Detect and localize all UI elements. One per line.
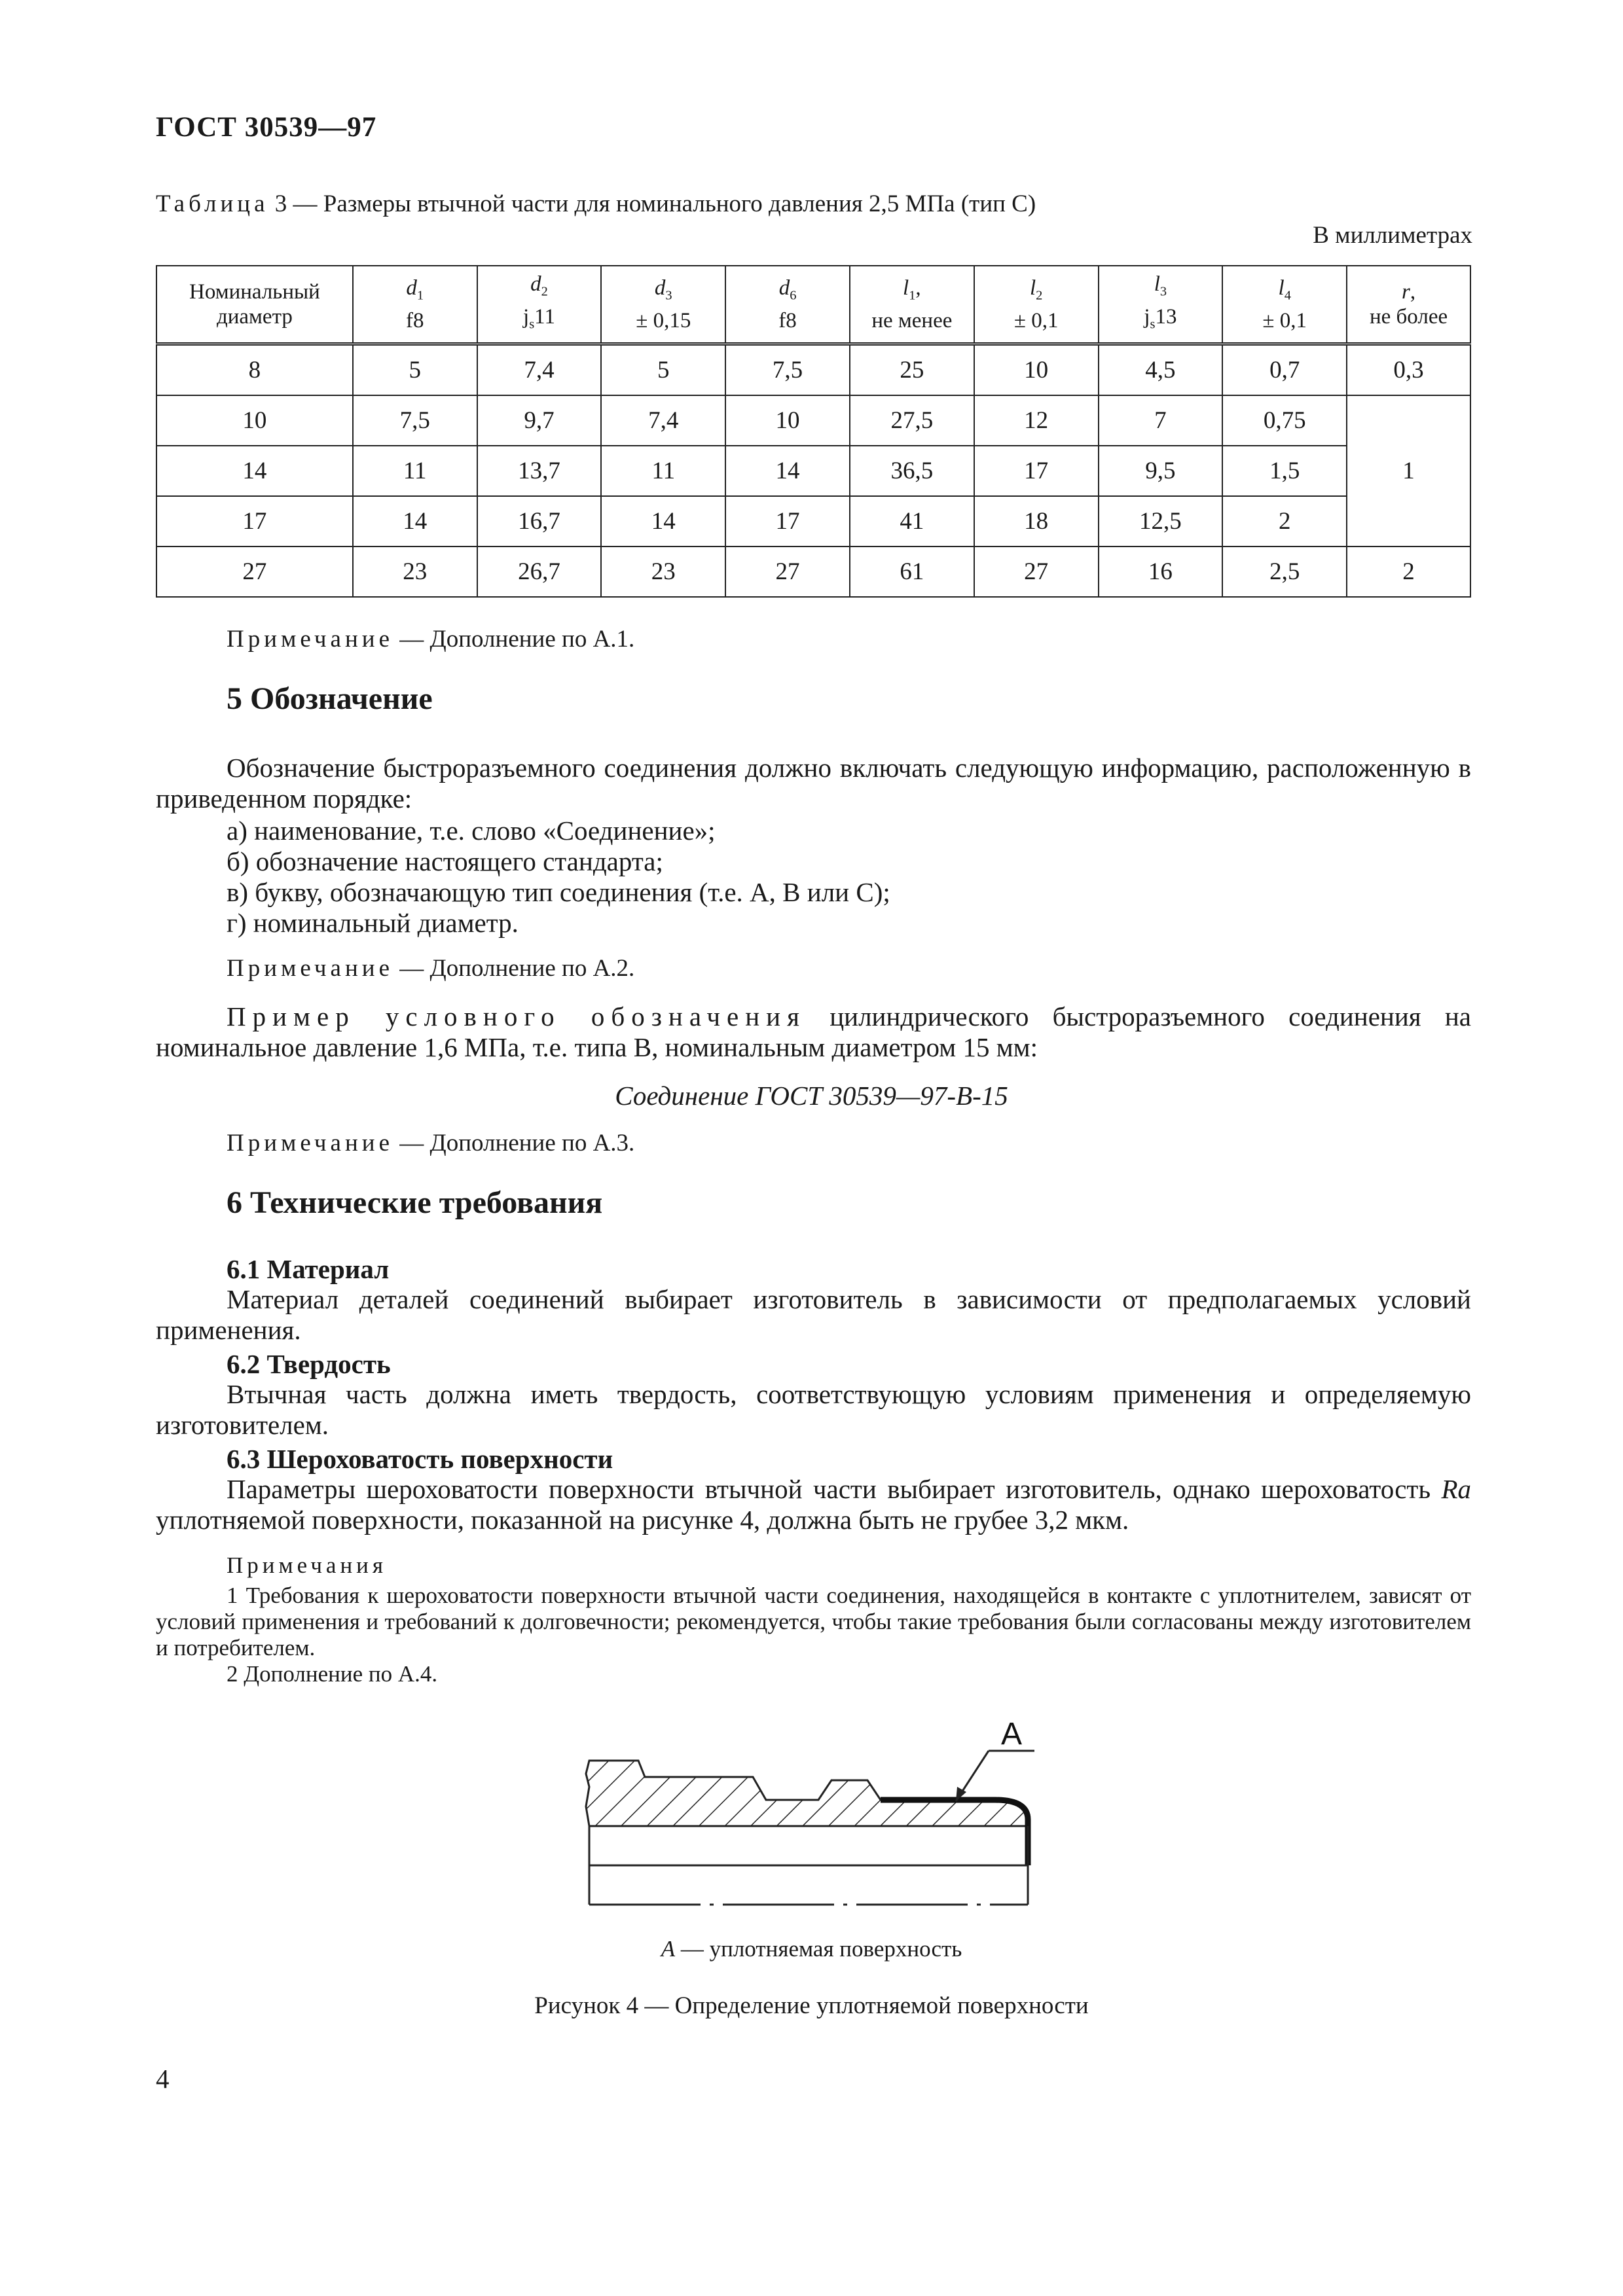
table-cell: 26,7 — [477, 547, 602, 597]
table-cell: 10 — [974, 344, 1099, 396]
col-header-nominal-diameter: Номинальный диаметр — [156, 266, 353, 344]
list-item: в) букву, обозначающую тип соединения (т.е. А, В или С); — [227, 877, 890, 907]
section-6-notes-label: Примечания — [227, 1552, 388, 1578]
figure-4-legend: А — уплотняемая поверхность — [661, 1936, 962, 1962]
table-cell: 5 — [601, 344, 725, 396]
table-note: Примечание — Дополнение по А.1. — [227, 626, 635, 653]
table-cell: 0,75 — [1222, 395, 1347, 446]
table-cell: 2 — [1222, 496, 1347, 547]
table-cell: 7,5 — [353, 395, 477, 446]
col-header-l1: $l_1$, не менее — [850, 266, 974, 344]
table-cell: 1,5 — [1222, 446, 1347, 496]
section-5-note-1: Примечание — Дополнение по А.2. — [227, 955, 635, 982]
section-6-note-2: 2 Дополнение по А.4. — [227, 1661, 438, 1687]
table-cell: 23 — [353, 547, 477, 597]
table-cell: 16,7 — [477, 496, 602, 547]
subsection-6-2-text: Втычная часть должна иметь твердость, соответствующую условиям применения и определяемую изготовителем. — [156, 1379, 1471, 1440]
table-cell-merged: 1 — [1347, 395, 1470, 547]
table-units: В миллиметрах — [1313, 222, 1472, 249]
table-cell: 25 — [850, 344, 974, 396]
table-cell: 16 — [1099, 547, 1223, 597]
section-5-title: 5 Обозначение — [227, 681, 433, 716]
table-cell: 36,5 — [850, 446, 974, 496]
subsection-6-3-text: Параметры шероховатости поверхности втычной части выбирает изготовитель, однако шероховатость Ra уплотняемой поверхности, показанной на рисунке 4, должна быть не грубее 3,2 мкм. — [156, 1474, 1471, 1535]
table-cell: 10 — [156, 395, 353, 446]
col-header-l4: $l_4$ ± 0,1 — [1222, 266, 1347, 344]
table-cell: 17 — [156, 496, 353, 547]
table-cell: 18 — [974, 496, 1099, 547]
list-item: а) наименование, т.е. слово «Соединение»; — [227, 816, 716, 846]
table-cell: 9,7 — [477, 395, 602, 446]
table-cell: 12 — [974, 395, 1099, 446]
page-number: 4 — [156, 2064, 170, 2094]
table-row — [156, 547, 1470, 597]
table-caption-text: 3 — Размеры втычной части для номинального давления 2,5 МПа (тип С) — [274, 190, 1036, 217]
table-cell: 9,5 — [1099, 446, 1223, 496]
table-cell: 14 — [601, 496, 725, 547]
table-cell: 27 — [725, 547, 850, 597]
section-5-note-2: Примечание — Дополнение по А.3. — [227, 1130, 635, 1157]
table-cell: 14 — [156, 446, 353, 496]
table-cell: 14 — [353, 496, 477, 547]
table-row — [156, 395, 1470, 446]
callout-label: А — [1000, 1717, 1023, 1751]
col-header-l2: $l_2$ ± 0,1 — [974, 266, 1099, 344]
table-cell: 2 — [1347, 547, 1470, 597]
dimensions-table — [156, 265, 1471, 598]
table-cell: 17 — [725, 496, 850, 547]
table-cell: 7,5 — [725, 344, 850, 396]
table-cell: 7,4 — [477, 344, 602, 396]
table-cell: 27,5 — [850, 395, 974, 446]
table-cell: 27 — [974, 547, 1099, 597]
subsection-6-1-title: 6.1 Материал — [227, 1254, 390, 1284]
col-header-d2: $d_2$ $j_s11$ — [477, 266, 602, 344]
col-header-d6: $d_6$ f8 — [725, 266, 850, 344]
table-caption-label: Таблица — [156, 190, 269, 217]
subsection-6-1-text: Материал деталей соединений выбирает изготовитель в зависимости от предполагаемых условий применения. — [156, 1284, 1471, 1345]
table-cell: 17 — [974, 446, 1099, 496]
list-item: г) номинальный диаметр. — [227, 908, 519, 938]
table-cell: 41 — [850, 496, 974, 547]
table-row — [156, 496, 1470, 547]
table-cell: 13,7 — [477, 446, 602, 496]
table-cell: 23 — [601, 547, 725, 597]
table-cell: 7 — [1099, 395, 1223, 446]
list-item: б) обозначение настоящего стандарта; — [227, 846, 663, 876]
col-header-d3: $d_3$ ± 0,15 — [601, 266, 725, 344]
table-cell: 10 — [725, 395, 850, 446]
table-cell: 0,3 — [1347, 344, 1470, 396]
table-cell: 5 — [353, 344, 477, 396]
figure-4-caption: Рисунок 4 — Определение уплотняемой поверхности — [534, 1992, 1089, 2019]
section-6-title: 6 Технические требования — [227, 1185, 603, 1220]
designation-formula: Соединение ГОСТ 30539—97-В-15 — [615, 1081, 1008, 1111]
table-header-row — [156, 266, 1470, 344]
table-cell: 61 — [850, 547, 974, 597]
table-cell: 11 — [601, 446, 725, 496]
subsection-6-2-title: 6.2 Твердость — [227, 1349, 391, 1379]
table-cell: 4,5 — [1099, 344, 1223, 396]
designation-example: Пример условного обозначения цилиндрического быстроразъемного соединения на номинальное давление 1,6 МПа, т.е. типа В, номинальным диаметром 15 мм: — [156, 1001, 1472, 1062]
table-cell: 7,4 — [601, 395, 725, 446]
table-caption — [156, 190, 1036, 218]
table-cell: 0,7 — [1222, 344, 1347, 396]
section-6-note-1: 1 Требования к шероховатости поверхности втычной части соединения, находящейся в контакте с уплотнителем, зависят от условий применения и требований к долговечности; рекомендуется, чтобы такие требования были согласованы между изготовителем и потребителем. — [156, 1583, 1471, 1660]
table-cell: 11 — [353, 446, 477, 496]
table-cell: 27 — [156, 547, 353, 597]
col-header-r: r, не более — [1347, 266, 1470, 344]
section-5-intro: Обозначение быстроразъемного соединения должно включать следующую информацию, расположенную в приведенном порядке: — [156, 753, 1471, 814]
subsection-6-3-title: 6.3 Шероховатость поверхности — [227, 1444, 613, 1474]
col-header-d1: $d_1$ f8 — [353, 266, 477, 344]
col-header-l3: $l_3$ $j_s13$ — [1099, 266, 1223, 344]
table-cell: 14 — [725, 446, 850, 496]
figure-4-drawing — [576, 1715, 1061, 1924]
table-cell: 2,5 — [1222, 547, 1347, 597]
table-row — [156, 344, 1470, 396]
table-cell: 12,5 — [1099, 496, 1223, 547]
table-row — [156, 446, 1470, 496]
table-cell: 8 — [156, 344, 353, 396]
document-header: ГОСТ 30539—97 — [156, 112, 377, 143]
